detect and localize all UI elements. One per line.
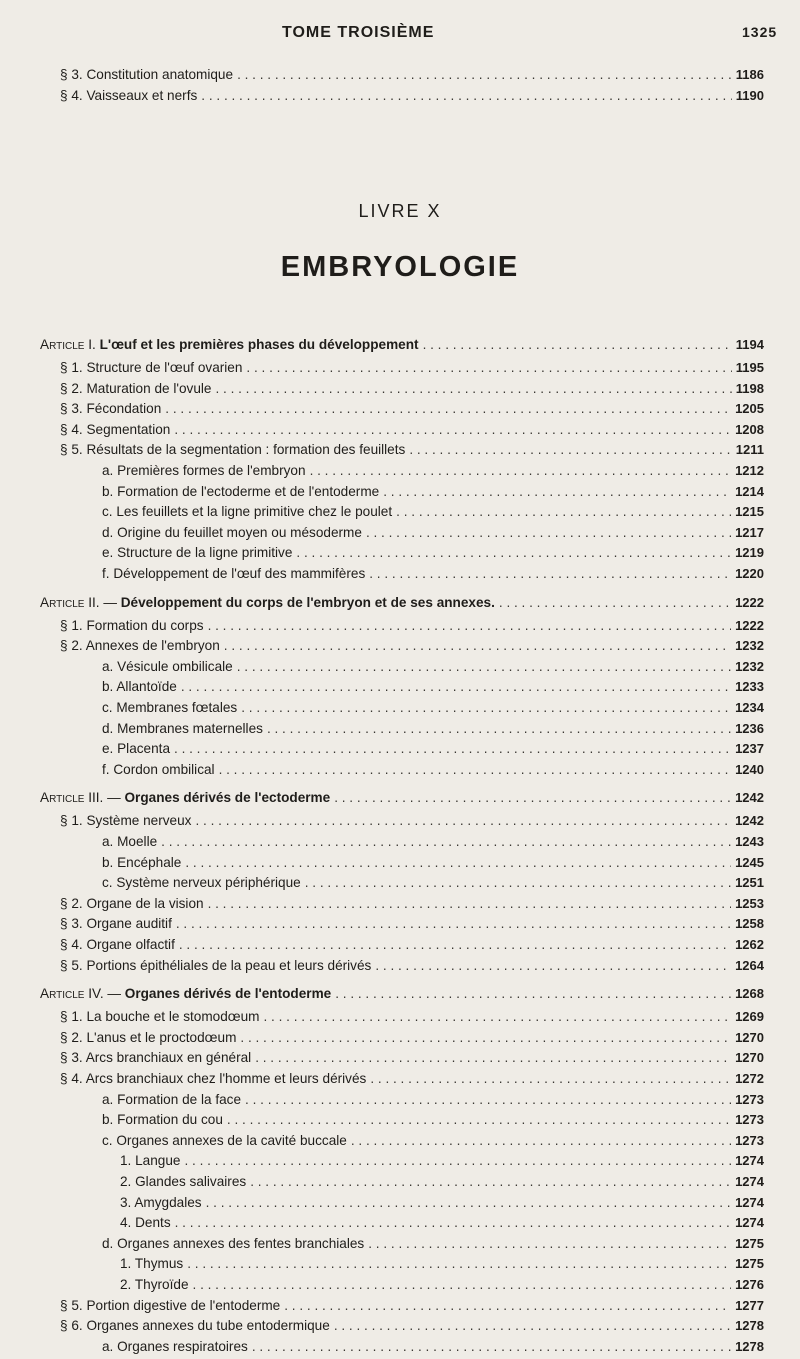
entry-page-number: 1234 — [735, 700, 764, 715]
entry-label: § 3. Fécondation — [60, 401, 162, 417]
entry-page-number: 1232 — [735, 638, 764, 654]
toc-entry — [60, 1050, 764, 1070]
dot-leader — [227, 1112, 731, 1127]
toc-entry — [60, 442, 764, 462]
dot-leader — [176, 916, 731, 931]
entry-page-number: 1237 — [735, 741, 764, 757]
entry-label: § 2. Organe de la vision — [60, 895, 204, 911]
entry-page-number: 1251 — [735, 875, 764, 891]
dot-leader — [499, 595, 731, 610]
toc-entry — [60, 916, 764, 936]
entry-page-number: 1275 — [735, 1256, 764, 1272]
dot-leader — [305, 875, 731, 890]
dot-leader — [174, 422, 731, 437]
entry-page-number: 1273 — [735, 1091, 764, 1107]
toc-entry — [102, 659, 764, 679]
dot-leader — [423, 337, 732, 352]
entry-label: c. Membranes fœtales — [102, 700, 238, 715]
book-title: EMBRYOLOGIE — [280, 251, 520, 283]
toc-entry — [60, 813, 764, 833]
entry-page-number: 1219 — [735, 545, 764, 561]
article-heading — [40, 986, 331, 1001]
entry-page-number: 1186 — [735, 67, 764, 82]
dot-leader — [296, 545, 731, 560]
entry-page-number: 1270 — [735, 1050, 764, 1066]
dot-leader — [334, 790, 731, 805]
dot-leader — [206, 1195, 731, 1210]
article-label: Article III. — — [40, 790, 121, 806]
entry-page-number: 1276 — [735, 1277, 764, 1292]
entry-label: § 5. Portion digestive de l'entoderme — [60, 1297, 281, 1313]
toc-entry — [60, 958, 764, 978]
entry-page-number: 1278 — [735, 1338, 764, 1354]
article-heading — [40, 337, 419, 352]
toc-entry — [120, 1153, 764, 1173]
toc-entry — [102, 1339, 764, 1359]
entry-page-number: 1269 — [735, 1009, 764, 1025]
toc-entry — [60, 360, 764, 380]
entry-page-number: 1232 — [735, 658, 764, 674]
toc-entry — [60, 1318, 764, 1338]
entry-label: § 1. Formation du corps — [60, 617, 204, 633]
entry-page-number: 1190 — [735, 88, 764, 103]
entry-label: § 4. Vaisseaux et nerfs — [60, 88, 198, 103]
toc-entry — [102, 741, 764, 761]
entry-label: b. Encéphale — [102, 854, 182, 870]
toc-entry — [60, 1071, 764, 1091]
entry-label: § 2. L'anus et le proctodœum — [60, 1029, 237, 1045]
dot-leader — [284, 1298, 731, 1313]
running-head — [0, 24, 800, 48]
toc-entry — [60, 422, 764, 442]
entry-page-number: 1274 — [735, 1215, 764, 1231]
toc-entry — [60, 1030, 764, 1050]
entry-label: a. Vésicule ombilicale — [102, 658, 233, 674]
dot-leader — [335, 986, 731, 1001]
dot-leader — [252, 1339, 731, 1354]
toc-entry — [60, 896, 764, 916]
entry-page-number: 1217 — [735, 524, 764, 540]
entry-label: a. Moelle — [102, 834, 158, 849]
dot-leader — [193, 1277, 732, 1292]
toc-entry — [120, 1277, 764, 1297]
dot-leader — [245, 1092, 731, 1107]
toc-entry — [60, 401, 764, 421]
article-label: Article II. — — [40, 594, 117, 610]
entry-label: § 5. Résultats de la segmentation : formation des feuillets — [60, 442, 406, 458]
entry-page-number: 1262 — [735, 937, 764, 952]
entry-label: § 5. Portions épithéliales de la peau et leurs dérivés — [60, 957, 372, 973]
dot-leader — [184, 1153, 731, 1168]
dot-leader — [310, 463, 732, 478]
dot-leader — [246, 360, 731, 375]
entry-label: a. Formation de la face — [102, 1091, 242, 1107]
volume-title: TOME TROISIÈME — [282, 24, 435, 41]
entry-page-number: 1243 — [735, 834, 764, 849]
entry-label: § 4. Organe olfactif — [60, 937, 175, 952]
entry-label: § 6. Organes annexes du tube entodermique — [60, 1318, 330, 1334]
dot-leader — [351, 1133, 731, 1148]
toc-entry — [102, 834, 764, 854]
entry-page-number: 1274 — [735, 1194, 764, 1210]
dot-leader — [370, 1071, 731, 1086]
dot-leader — [195, 813, 731, 828]
toc-entry — [120, 1215, 764, 1235]
entry-label: § 3. Arcs branchiaux en général — [60, 1050, 252, 1066]
entry-page-number: 1236 — [735, 720, 764, 736]
dot-leader — [396, 504, 731, 519]
entry-page-number: 1264 — [735, 957, 764, 973]
entry-page-number: 1274 — [735, 1174, 764, 1189]
entry-page-number: 1194 — [735, 337, 764, 352]
entry-page-number: 1222 — [735, 594, 764, 610]
dot-leader — [185, 855, 731, 870]
entry-label: § 3. Organe auditif — [60, 916, 172, 932]
entry-page-number: 1215 — [735, 504, 764, 520]
dot-leader — [267, 721, 731, 736]
book-number: LIVRE X — [358, 201, 442, 221]
dot-leader — [215, 381, 731, 396]
toc-article-entry — [40, 790, 764, 810]
entry-label: § 1. Structure de l'œuf ovarien — [60, 360, 243, 375]
entry-label: b. Formation du cou — [102, 1112, 223, 1128]
article-heading — [40, 790, 330, 805]
toc-article-entry — [40, 337, 764, 357]
article-title: Organes dérivés de l'ectoderme — [124, 790, 331, 806]
entry-page-number: 1245 — [735, 854, 764, 870]
toc-entry — [102, 504, 764, 524]
entry-label: c. Organes annexes de la cavité buccale — [102, 1132, 347, 1148]
entry-page-number: 1268 — [735, 986, 764, 1002]
entry-page-number: 1205 — [735, 401, 764, 417]
entry-label: § 1. La bouche et le stomodœum — [60, 1009, 260, 1025]
entry-page-number: 1208 — [735, 421, 764, 437]
toc-entry — [102, 1133, 764, 1153]
dot-leader — [368, 1236, 731, 1251]
entry-label: § 4. Segmentation — [60, 421, 171, 437]
article-title: Organes dérivés de l'entoderme — [124, 986, 332, 1002]
entry-label: b. Allantoïde — [102, 679, 177, 695]
entry-page-number: 1211 — [735, 442, 764, 458]
entry-label: 1. Langue — [120, 1153, 181, 1169]
toc-entry — [120, 1174, 764, 1194]
entry-label: § 4. Arcs branchiaux chez l'homme et leurs dérivés — [60, 1071, 367, 1086]
dot-leader — [240, 1030, 731, 1045]
dot-leader — [208, 618, 732, 633]
article-label: Article IV. — — [40, 986, 121, 1002]
dot-leader — [179, 937, 731, 952]
dot-leader — [334, 1318, 731, 1333]
dot-leader — [165, 401, 731, 416]
dot-leader — [201, 88, 732, 103]
entry-label: a. Organes respiratoires — [102, 1338, 248, 1354]
entry-page-number: 1270 — [735, 1029, 764, 1045]
entry-page-number: 1273 — [735, 1112, 764, 1128]
dot-leader — [366, 525, 731, 540]
dot-leader — [383, 484, 731, 499]
entry-label: e. Structure de la ligne primitive — [102, 545, 293, 561]
toc-entry — [60, 1298, 764, 1318]
toc-entry — [102, 875, 764, 895]
toc-entry — [102, 1112, 764, 1132]
entry-label: 4. Dents — [120, 1215, 171, 1231]
page-number: 1325 — [742, 24, 778, 40]
toc-entry — [102, 525, 764, 545]
entry-page-number: 1258 — [735, 916, 764, 932]
article-heading — [40, 595, 495, 610]
entry-page-number: 1273 — [735, 1132, 764, 1148]
toc-entry — [102, 679, 764, 699]
entry-label: 1. Thymus — [120, 1256, 184, 1272]
toc-entry — [60, 638, 764, 658]
toc-entry — [120, 1256, 764, 1276]
entry-page-number: 1253 — [735, 895, 764, 911]
toc-entry — [60, 88, 764, 108]
toc-entry — [102, 484, 764, 504]
entry-page-number: 1214 — [735, 483, 764, 499]
entry-page-number: 1233 — [735, 679, 764, 695]
entry-label: d. Membranes maternelles — [102, 720, 263, 736]
toc-entry — [60, 937, 764, 957]
toc-entry — [102, 463, 764, 483]
entry-page-number: 1275 — [735, 1235, 764, 1251]
toc-entry — [102, 855, 764, 875]
entry-label: 3. Amygdales — [120, 1194, 202, 1210]
entry-page-number: 1242 — [735, 813, 764, 829]
entry-label: § 3. Constitution anatomique — [60, 67, 234, 82]
entry-label: 2. Glandes salivaires — [120, 1174, 247, 1189]
dot-leader — [175, 1215, 731, 1230]
toc-entry — [102, 721, 764, 741]
dot-leader — [174, 741, 731, 756]
entry-label: § 1. Système nerveux — [60, 813, 192, 829]
dot-leader — [208, 896, 732, 911]
dot-leader — [237, 67, 732, 82]
entry-label: f. Développement de l'œuf des mammifères — [102, 566, 366, 581]
dot-leader — [224, 638, 731, 653]
dot-leader — [237, 659, 731, 674]
entry-page-number: 1274 — [735, 1153, 764, 1169]
toc-entry — [60, 1009, 764, 1029]
dot-leader — [369, 566, 731, 581]
entry-label: § 2. Annexes de l'embryon — [60, 638, 220, 654]
toc-entry — [60, 67, 764, 87]
entry-page-number: 1242 — [735, 790, 764, 806]
toc-entry — [102, 1092, 764, 1112]
toc-article-entry — [40, 986, 764, 1006]
article-label: Article I. — [40, 337, 96, 352]
dot-leader — [264, 1009, 732, 1024]
entry-label: f. Cordon ombilical — [102, 761, 215, 777]
dot-leader — [181, 679, 731, 694]
entry-label: d. Origine du feuillet moyen ou mésoderme — [102, 524, 362, 540]
entry-label: § 2. Maturation de l'ovule — [60, 380, 212, 396]
entry-label: a. Premières formes de l'embryon — [102, 463, 306, 478]
dot-leader — [250, 1174, 731, 1189]
entry-label: d. Organes annexes des fentes branchiales — [102, 1235, 365, 1251]
entry-label: 2. Thyroïde — [120, 1277, 189, 1292]
entry-page-number: 1222 — [735, 617, 764, 633]
entry-page-number: 1278 — [735, 1318, 764, 1334]
entry-label: c. Les feuillets et la ligne primitive chez le poulet — [102, 504, 393, 520]
dot-leader — [241, 700, 731, 715]
toc-entry — [102, 1236, 764, 1256]
dot-leader — [255, 1050, 731, 1065]
dot-leader — [375, 958, 731, 973]
toc-entry — [102, 700, 764, 720]
toc-entry — [60, 381, 764, 401]
dot-leader — [219, 762, 732, 777]
toc-article-entry — [40, 595, 764, 615]
toc-entry — [102, 566, 764, 586]
entry-label: b. Formation de l'ectoderme et de l'entoderme — [102, 483, 380, 499]
entry-page-number: 1212 — [735, 463, 764, 478]
dot-leader — [161, 834, 731, 849]
toc-entry — [102, 762, 764, 782]
dot-leader — [409, 442, 731, 457]
toc-entry — [102, 545, 764, 565]
entry-page-number: 1198 — [735, 380, 764, 396]
entry-label: e. Placenta — [102, 741, 171, 757]
toc-entry — [60, 618, 764, 638]
toc-entry — [120, 1195, 764, 1215]
entry-page-number: 1272 — [735, 1071, 764, 1086]
entry-page-number: 1220 — [735, 566, 764, 581]
article-title: Développement du corps de l'embryon et de ses annexes. — [120, 594, 495, 610]
article-title: L'œuf et les premières phases du développement — [99, 337, 419, 352]
entry-label: c. Système nerveux périphérique — [102, 875, 301, 891]
entry-page-number: 1240 — [735, 761, 764, 777]
entry-page-number: 1195 — [735, 360, 764, 375]
entry-page-number: 1277 — [735, 1297, 764, 1313]
dot-leader — [187, 1256, 731, 1271]
